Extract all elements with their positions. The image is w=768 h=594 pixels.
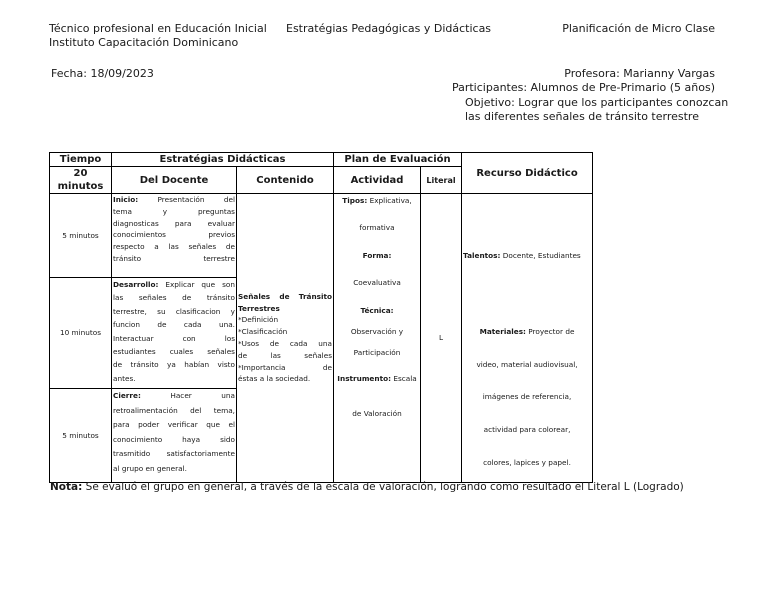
- forma-value: Coevaluativa: [353, 278, 401, 288]
- strategy-line: trasmitido satisfactoriamente: [113, 449, 235, 459]
- document-title: Planificación de Micro Clase: [562, 22, 715, 35]
- strategy-line: de tránsito ya habían visto: [113, 360, 235, 370]
- header-evaluation: Plan de Evaluación: [334, 153, 462, 167]
- objective-line-1: Objetivo: Lograr que los participantes conozcan: [465, 96, 729, 109]
- content-title-1: Señales de Tránsito: [238, 291, 333, 301]
- instrumento-label: Instrumento:: [337, 373, 391, 383]
- instrumento-value-1: Escala: [393, 373, 417, 383]
- talentos-label: Talentos:: [463, 251, 501, 260]
- header-resource: Recurso Didáctico: [462, 153, 593, 194]
- literal-cell: L: [421, 194, 462, 483]
- tecnica-label: Técnica:: [360, 305, 394, 315]
- content-item: *Importancia de: [238, 362, 333, 372]
- strategy-line: Presentación del: [157, 195, 235, 204]
- strategy-line: Explicar que son: [165, 280, 235, 289]
- materiales-value: Proyector de: [528, 326, 575, 336]
- strategy-label: Cierre:: [113, 391, 141, 400]
- resource-line: video, material audiovisual,: [476, 359, 578, 369]
- tipos-label: Tipos:: [342, 196, 368, 205]
- header-activity: Actividad: [334, 167, 421, 194]
- resource-line: colores, lapices y papel.: [483, 457, 571, 467]
- tecnica-value-2: Participación: [353, 348, 401, 358]
- strategy-label: Inicio:: [113, 195, 139, 204]
- header-time-total: 20 minutos: [50, 167, 112, 194]
- strategy-line: estudiantes cuales señales: [113, 347, 235, 357]
- institution-line-1: Técnico profesional en Educación Inicial: [49, 22, 267, 35]
- strategy-line: conocimiento haya sido: [113, 434, 235, 444]
- institution-line-2: Instituto Capacitación Dominicano: [49, 36, 239, 49]
- strategy-line: al grupo en general.: [113, 463, 187, 473]
- strategy-line: las señales de tránsito: [113, 293, 235, 303]
- strategy-line: Interactuar con los: [113, 333, 235, 343]
- header-strategies: Estratégias Didácticas: [112, 153, 334, 167]
- row-time: 5 minutos: [50, 389, 112, 483]
- strategy-line: conocimientos previos: [113, 230, 235, 240]
- forma-label: Forma:: [362, 250, 392, 260]
- strategy-label: Desarrollo:: [113, 280, 159, 289]
- header-content: Contenido: [237, 167, 334, 194]
- row-time: 5 minutos: [50, 194, 112, 278]
- content-item: de las señales: [238, 350, 333, 360]
- materiales-label: Materiales:: [479, 326, 526, 336]
- teacher-strategy-cell: [112, 389, 237, 483]
- instrumento-value-2: de Valoración: [352, 409, 402, 419]
- strategy-line: para poder verificar que el: [113, 420, 235, 430]
- strategy-line: diagnosticas para evaluar: [113, 218, 235, 228]
- content-item: *Usos de cada una: [238, 339, 333, 348]
- objective-line-2: las diferentes señales de tránsito terrestre: [465, 110, 699, 123]
- teacher-strategy-cell: [112, 278, 237, 389]
- content-item: *Definición: [238, 315, 279, 325]
- teacher-strategy-cell: [112, 194, 237, 278]
- resources-cell: [462, 194, 593, 483]
- talentos-value: Docente, Estudiantes: [502, 251, 581, 260]
- strategy-line: terrestre, su clasificacion y: [113, 306, 235, 316]
- note-label: Nota:: [50, 481, 83, 493]
- content-title-2: Terrestres: [238, 303, 280, 313]
- note-text: Se evaluó el grupo en general, a través de la escala de valoración, logrando como resultado el Literal L (Logrado): [85, 481, 684, 493]
- activity-cell: [334, 194, 421, 483]
- header-time: Tiempo: [50, 153, 112, 167]
- strategy-line: tránsito terrestre: [113, 253, 235, 263]
- content-item: *Clasificación: [238, 327, 288, 337]
- subject-title: Estratégias Pedagógicas y Didácticas: [286, 22, 492, 35]
- note: [50, 481, 684, 493]
- strategy-line: respecto a las señales de: [113, 242, 235, 252]
- header-teacher: Del Docente: [112, 167, 237, 194]
- planning-table: [49, 152, 593, 483]
- resource-line: imágenes de referencia,: [482, 392, 572, 402]
- tipos-value-2: formativa: [359, 223, 395, 233]
- teacher-label: Profesora: Marianny Vargas: [564, 67, 715, 80]
- row-time: 10 minutos: [50, 278, 112, 389]
- table-row: [50, 194, 593, 278]
- strategy-line: Hacer una: [170, 391, 235, 400]
- strategy-line: tema y preguntas: [113, 206, 235, 216]
- content-item: éstas a la sociedad.: [238, 374, 311, 384]
- header-literal: Literal: [421, 167, 462, 194]
- participants-label: Participantes: Alumnos de Pre-Primario (5 años): [451, 81, 715, 94]
- date-label: Fecha: 18/09/2023: [51, 67, 154, 80]
- tecnica-value-1: Observación y: [350, 327, 404, 337]
- strategy-line: funcion de cada una.: [113, 320, 235, 330]
- strategy-line: antes.: [113, 373, 136, 383]
- resource-line: actividad para colorear,: [483, 425, 571, 435]
- strategy-line: retroalimentación del tema,: [113, 405, 235, 415]
- content-cell: [237, 194, 334, 483]
- tipos-value: Explicativa,: [369, 196, 412, 205]
